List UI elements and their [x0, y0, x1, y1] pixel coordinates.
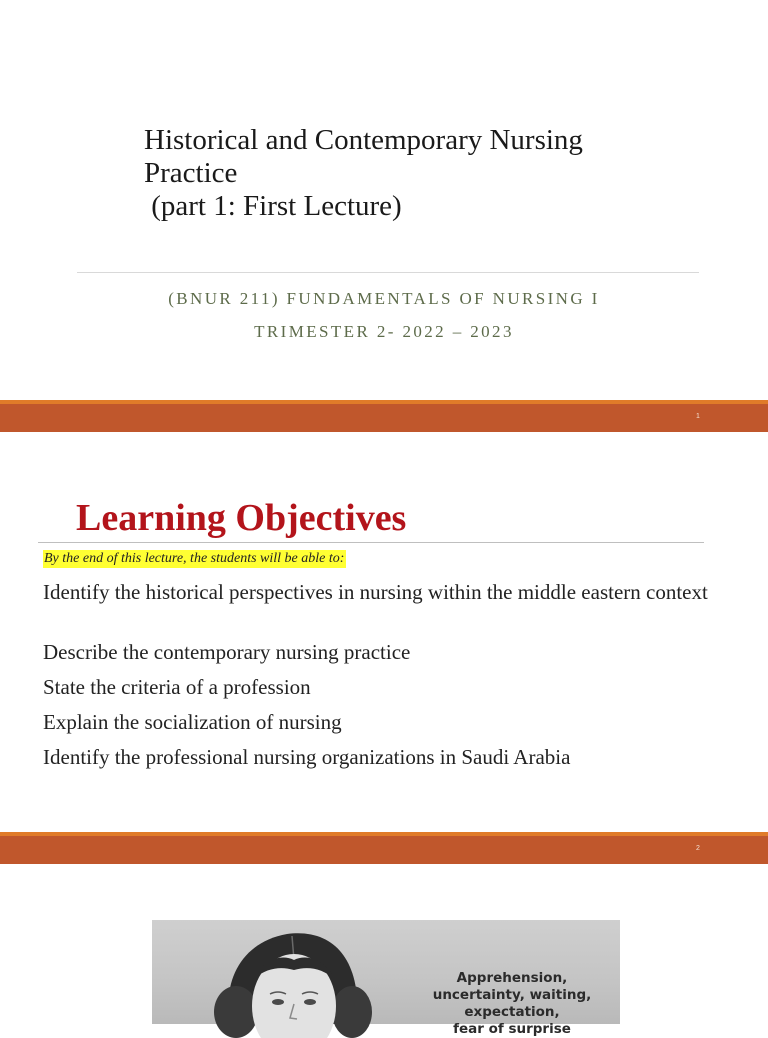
- objective-item: Identify the historical perspectives in nursing within the middle eastern context: [43, 580, 708, 604]
- trimester-subtitle: TRIMESTER 2- 2022 – 2023: [254, 322, 514, 341]
- page-number: 2: [696, 845, 700, 852]
- slide-2: [0, 432, 768, 832]
- course-subtitle: (BNUR 211) FUNDAMENTALS OF NURSING I: [168, 289, 600, 308]
- learning-objectives-heading: Learning Objectives: [76, 497, 407, 539]
- title-line-2: Practice: [144, 157, 238, 189]
- heading-divider: [38, 542, 704, 543]
- quote-line: fear of surprise: [453, 1021, 571, 1037]
- quote-text: [414, 970, 610, 1038]
- quote-line: expectation,: [464, 1004, 560, 1020]
- objective-item: Describe the contemporary nursing practice: [43, 640, 411, 664]
- quote-line: uncertainty, waiting,: [432, 987, 592, 1003]
- slide-3: [0, 864, 768, 1037]
- slide-1: [0, 0, 768, 400]
- objective-item: Explain the socialization of nursing: [43, 710, 342, 734]
- footer-accent-line: [0, 832, 768, 836]
- objective-item: State the criteria of a profession: [43, 675, 311, 699]
- footer-accent-line: [0, 400, 768, 404]
- slide-1-title: [144, 124, 704, 223]
- title-line-3: (part 1: First Lecture): [144, 190, 402, 222]
- portrait-photo: [152, 920, 620, 1037]
- portrait-illustration: [152, 920, 412, 1024]
- title-line-1: Historical and Contemporary Nursing: [144, 124, 583, 156]
- objective-item: Identify the professional nursing organizations in Saudi Arabia: [43, 745, 571, 769]
- intro-highlight-text: By the end of this lecture, the students will be able to:: [44, 551, 345, 566]
- slide-2-footer-bar: [0, 832, 768, 864]
- page-number: 1: [696, 413, 700, 420]
- slide-1-footer-bar: [0, 400, 768, 432]
- quote-line: Apprehension,: [456, 970, 568, 986]
- title-divider: [77, 272, 699, 273]
